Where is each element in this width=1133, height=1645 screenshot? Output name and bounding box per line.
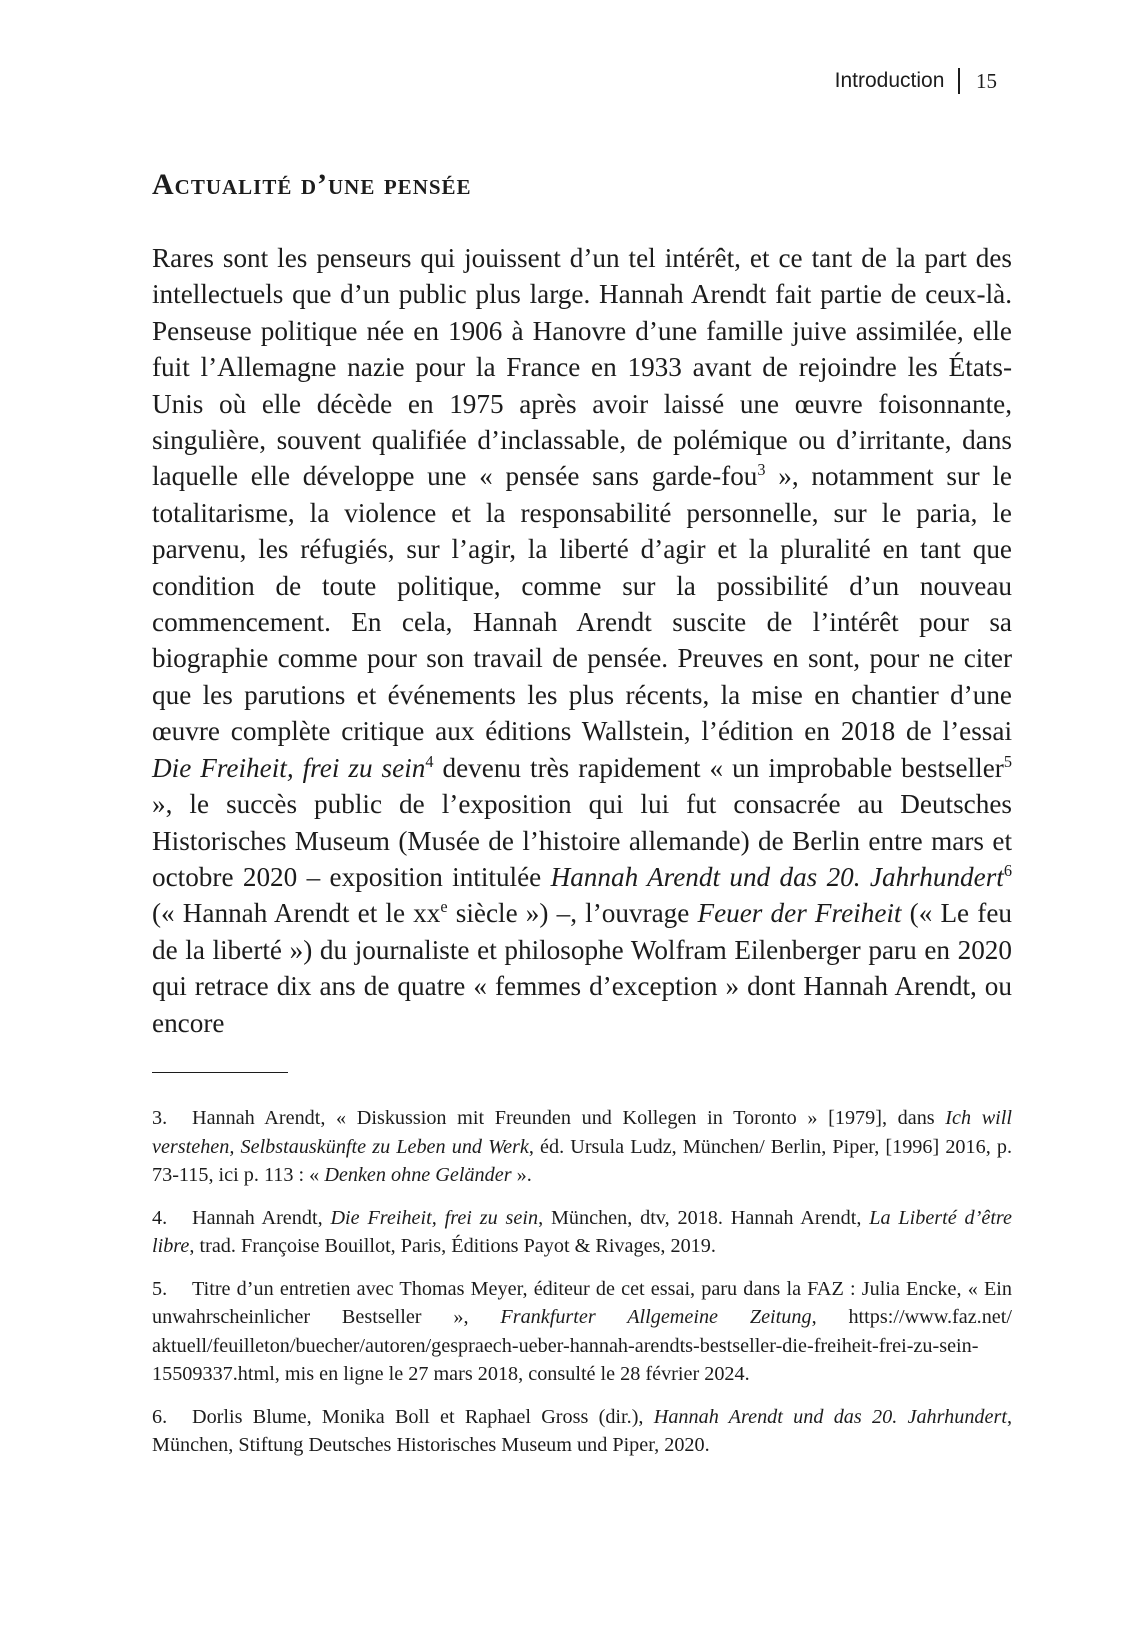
footnote-ref-3: 3 [757, 460, 766, 480]
body-text-3: devenu très rapidement « un improbable bestseller [433, 752, 1004, 783]
century-superscript: e [440, 897, 448, 917]
footnote-text: , trad. Françoise Bouillot, Paris, Éditions Payot & Rivages, 2019. [189, 1235, 716, 1257]
footnote-rule [152, 1072, 288, 1073]
footnote-ref-4: 4 [425, 751, 434, 771]
footnote-italic: Frankfurter Allgemeine Zeitung [500, 1306, 812, 1328]
running-header [835, 68, 997, 94]
body-paragraph [152, 240, 1012, 1041]
footnote-text: Hannah Arendt, [192, 1206, 331, 1229]
footnote-italic: Hannah Arendt und das 20. Jahrhundert [653, 1405, 1007, 1428]
body-text-7: (« Le feu de la liberté ») du journaliste et philosophe Wolfram Eilenberger paru en 2020 qui retrace dix ans de quatre « femmes d’exception » dont Hannah Arendt, ou encore [152, 898, 1012, 1038]
body-text-1: Rares sont les penseurs qui jouissent d’un tel intérêt, et ce tant de la part des intellectuels que d’un public plus large. Hannah Arendt fait partie de ceux-là. Penseuse politique née en 1906 à Hanovre d’une famille juive assimilée, elle fuit l’Allemagne nazie pour la France en 1933 avant de rejoindre les États-Unis où elle décède en 1975 après avoir laissé une œuvre foisonnante, singulière, souvent qualifiée d’inclassable, de polémique ou d’irritante, dans laquelle elle développe une « pensée sans garde-fou [152, 243, 1012, 492]
running-title: Introduction [834, 69, 945, 92]
footnote-ref-5: 5 [1003, 751, 1012, 771]
body-text-5: (« Hannah Arendt et le xx [152, 898, 441, 929]
footnote-text: , éd. Ursula Ludz, München/ Berlin, Piper, [1996] 2016, p. 73-115, ici p. 113 : « [152, 1135, 1012, 1186]
exhibition-title: Hannah Arendt und das 20. Jahrhundert [550, 861, 1004, 892]
footnote-text: Titre d’un entretien avec Thomas Meyer, éditeur de cet essai, paru dans la FAZ : Julia Encke, « Ein unwahrscheinlicher Bestseller », [152, 1277, 1012, 1328]
footnote-6 [152, 1403, 1012, 1460]
footnote-italic: Die Freiheit, frei zu sein [330, 1206, 539, 1229]
footnotes [152, 1104, 1012, 1474]
body-text-4: », le succès public de l’exposition qui lui fut consacrée au Deutsches Historisches Museum (Musée de l’histoire allemande) de Berlin entre mars et octobre 2020 – exposition intitulée [152, 789, 1012, 892]
footnote-italic: Denken ohne Geländer [324, 1164, 512, 1186]
section-title: Actualité d’une pensée [152, 168, 472, 201]
footnote-5 [152, 1275, 1012, 1389]
book-title-feuer-der-freiheit: Feuer der Freiheit [697, 898, 902, 929]
footnote-ref-6: 6 [1003, 860, 1012, 880]
footnote-text: ». [511, 1164, 532, 1186]
footnote-4 [152, 1204, 1012, 1261]
footnote-text: Dorlis Blume, Monika Boll et Raphael Gross (dir.), [192, 1405, 654, 1428]
page-number: 15 [976, 68, 997, 93]
footnote-italic: La Liberté d’être libre [152, 1206, 1012, 1257]
footnote-number: 3. [152, 1107, 168, 1129]
footnote-3 [152, 1104, 1012, 1190]
footnote-text: , https://www.faz.net/ aktuell/feuilleton/buecher/autoren/gespraech-ueber-hannah-arendts-bestseller-die-freiheit-frei-zu-sein-15509337.html, mis en ligne le 27 mars 2018, consulté le 28 février 2024. [152, 1306, 1012, 1385]
footnote-text: , München, dtv, 2018. Hannah Arendt, [538, 1206, 870, 1229]
header-divider [958, 68, 960, 94]
book-title-die-freiheit: Die Freiheit, frei zu sein [152, 752, 426, 783]
footnote-italic: Ich will verstehen, Selbstauskünfte zu Leben und Werk [152, 1107, 1012, 1158]
footnote-text: , München, Stiftung Deutsches Historisches Museum und Piper, 2020. [152, 1405, 1012, 1456]
footnote-number: 6. [152, 1405, 168, 1428]
body-text-6: siècle ») –, l’ouvrage [447, 898, 698, 929]
footnote-text: Hannah Arendt, « Diskussion mit Freunden und Kollegen in Toronto » [1979], dans [192, 1107, 946, 1129]
footnote-number: 5. [152, 1277, 168, 1300]
footnote-number: 4. [152, 1206, 168, 1229]
body-text-2: », notamment sur le totalitarisme, la violence et la responsabilité personnelle, sur le paria, le parvenu, les réfugiés, sur l’agir, la liberté d’agir et la pluralité en tant que condition de toute politique, comme sur la possibilité d’un nouveau commencement. En cela, Hannah Arendt suscite de l’intérêt pour sa biographie comme pour son travail de pensée. Preuves en sont, pour ne citer que les parutions et événements les plus récents, la mise en chantier d’une œuvre complète critique aux éditions Wallstein, l’édition en 2018 de l’essai [152, 461, 1012, 747]
